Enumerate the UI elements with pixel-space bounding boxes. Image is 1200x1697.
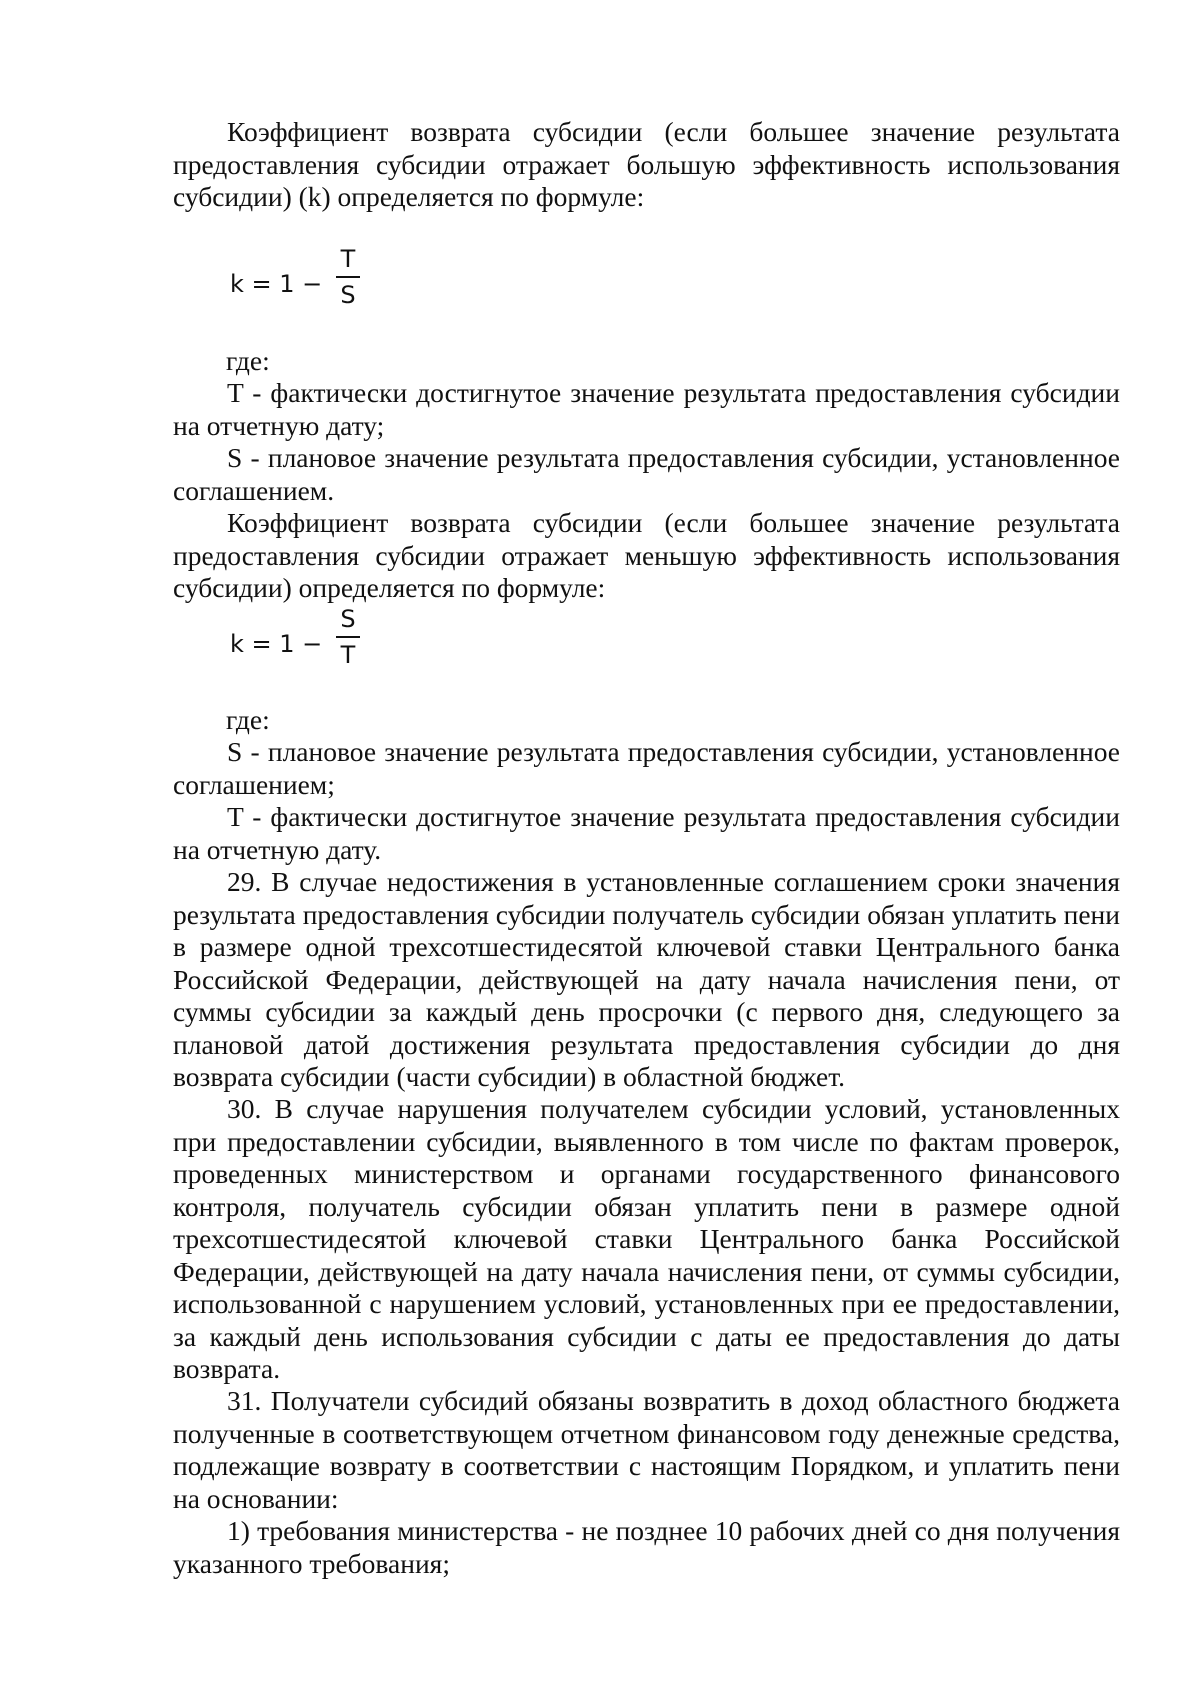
where-label-2: где: <box>226 704 270 735</box>
definition-s-2: S - плановое значение результата предоставления субсидии, установленное соглашением; <box>173 736 1120 800</box>
paragraph-31: 31. Получатели субсидий обязаны возвратить в доход областного бюджета полученные в соответствующем отчетном финансовом году денежные средства, подлежащие возврату в соответствии с настоящим Порядком, и уплатить пени на основании: <box>173 1385 1120 1514</box>
paragraph-31-item-1: 1) требования министерства - не позднее 10 рабочих дней со дня получения указанного требования; <box>173 1515 1120 1579</box>
fraction-bar <box>336 636 360 638</box>
where-label-1: где: <box>226 345 270 376</box>
definition-t-2: T - фактически достигнутое значение результата предоставления субсидии на отчетную дату. <box>173 801 1120 865</box>
formula-numerator: S <box>340 605 356 633</box>
formula-lhs: k = 1 − <box>230 270 323 298</box>
formula-k-1 <box>226 244 426 324</box>
formula-lhs: k = 1 − <box>230 630 323 658</box>
paragraph-coefficient-1: Коэффициент возврата субсидии (если большее значение результата предоставления субсидии отражает большую эффективность использования субсидии) (k) определяется по формуле: <box>173 116 1120 212</box>
fraction-bar <box>336 276 360 278</box>
definition-s-1: S - плановое значение результата предоставления субсидии, установленное соглашением. <box>173 442 1120 506</box>
formula-fraction <box>336 244 360 310</box>
formula-k-2 <box>226 604 426 684</box>
formula-fraction <box>336 604 360 670</box>
formula-denominator: T <box>340 641 356 669</box>
definition-t-1: T - фактически достигнутое значение результата предоставления субсидии на отчетную дату; <box>173 377 1120 441</box>
paragraph-coefficient-2: Коэффициент возврата субсидии (если большее значение результата предоставления субсидии отражает меньшую эффективность использования субсидии) определяется по формуле: <box>173 507 1120 603</box>
paragraph-29: 29. В случае недостижения в установленные соглашением сроки значения результата предоставления субсидии получатель субсидии обязан уплатить пени в размере одной трехсотшестидесятой ключевой ставки Центрального банка Российской Федерации, действующей на дату начала начисления пени, от суммы субсидии за каждый день просрочки (с первого дня, следующего за плановой датой достижения результата предоставления субсидии до дня возврата субсидии (части субсидии) в областной бюджет. <box>173 866 1120 1092</box>
paragraph-30: 30. В случае нарушения получателем субсидии условий, установленных при предоставлении субсидии, выявленного в том числе по фактам проверок, проведенных министерством и органами государственного финансового контроля, получатель субсидии обязан уплатить пени в размере одной трехсотшестидесятой ключевой ставки Центрального банка Российской Федерации, действующей на дату начала начисления пени, от суммы субсидии, использованной с нарушением условий, установленных при ее предоставлении, за каждый день использования субсидии с даты ее предоставления до даты возврата. <box>173 1093 1120 1384</box>
formula-denominator: S <box>340 281 356 309</box>
formula-numerator: T <box>340 245 356 273</box>
